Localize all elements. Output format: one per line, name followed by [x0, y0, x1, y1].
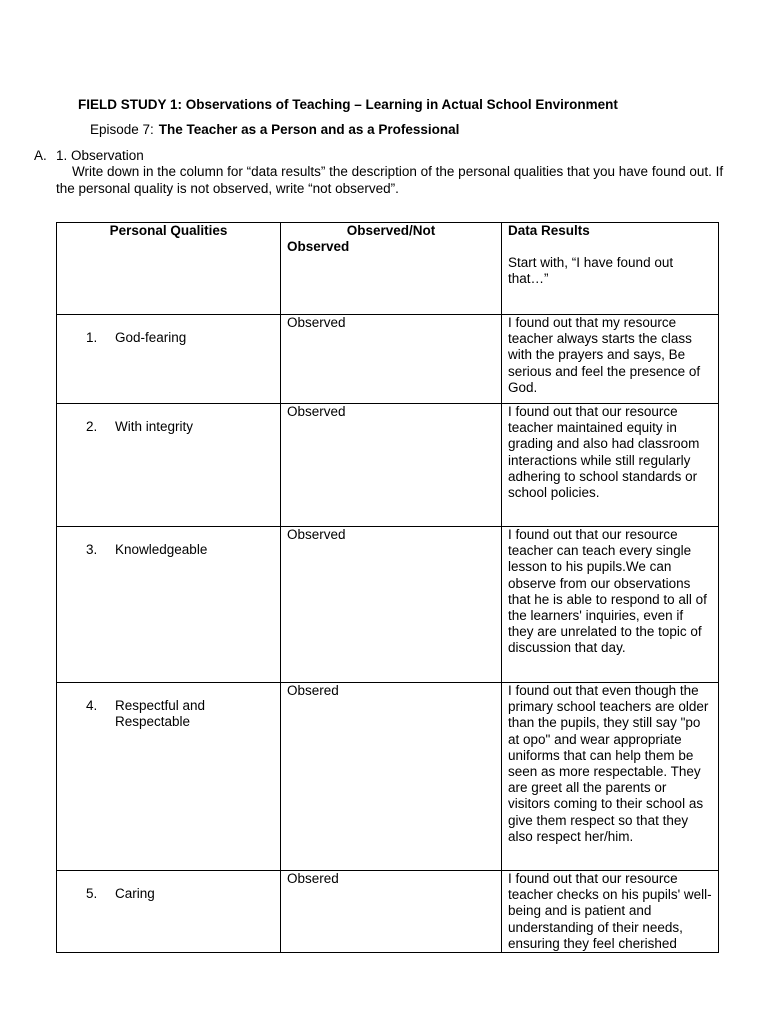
header-data-results-title: Data Results: [508, 223, 590, 238]
episode-title: The Teacher as a Person and as a Professional: [158, 122, 460, 137]
observed-cell: Obsered: [281, 683, 502, 871]
quality-number: 2.: [86, 419, 98, 434]
table-row: [57, 404, 719, 527]
section-letter: A.: [34, 148, 47, 163]
result-cell: I found out that our resource teacher maintained equity in grading and also had classroom interactions while still regularly adhering to school standards or school policies.: [502, 404, 719, 527]
quality-cell: [57, 315, 281, 404]
quality-name: Caring: [115, 886, 155, 901]
quality-number: 4.: [86, 698, 98, 713]
quality-name: God-fearing: [115, 330, 187, 345]
result-cell: I found out that our resource teacher checks on his pupils' well-being and is patient and understanding of their needs, ensuring they feel cherished: [502, 871, 719, 953]
quality-number: 3.: [86, 542, 98, 557]
section-heading: [34, 148, 144, 163]
quality-cell: [57, 404, 281, 527]
observed-cell: Observed: [281, 404, 502, 527]
instruction-paragraph: [56, 163, 726, 197]
quality-number: 1.: [86, 330, 98, 345]
observed-cell: Observed: [281, 527, 502, 683]
observed-cell: Obsered: [281, 871, 502, 953]
quality-number: 5.: [86, 886, 98, 901]
quality-name: Respectful and Respectable: [115, 698, 206, 730]
table-row: [57, 871, 719, 953]
episode-label: Episode 7:: [90, 122, 154, 137]
table-row: [57, 683, 719, 871]
header-observed-line1: Observed/Not: [346, 223, 436, 238]
quality-name: With integrity: [115, 419, 194, 434]
episode-heading: [90, 122, 459, 137]
quality-cell: [57, 683, 281, 871]
header-observed-line2: Observed: [287, 239, 350, 255]
table-row: [57, 315, 719, 404]
personal-qualities-table: [56, 222, 719, 953]
section-label: 1. Observation: [56, 148, 144, 163]
header-data-results-hint: Start with, “I have found out that…”: [508, 255, 674, 287]
quality-name: Knowledgeable: [115, 542, 208, 557]
table-header-row: [57, 223, 719, 315]
instruction-text: Write down in the column for “data results” the description of the personal qualities that you have found out. If the personal quality is not observed, write “not observed”.: [56, 164, 724, 196]
quality-cell: [57, 527, 281, 683]
document-title: FIELD STUDY 1: Observations of Teaching – Learning in Actual School Environment: [78, 97, 618, 112]
result-cell: I found out that our resource teacher can teach every single lesson to his pupils.We can observe from our observations that he is able to respond to all of the learners' inquiries, even if they are unrelated to the topic of discussion that day.: [502, 527, 719, 683]
header-observed: [281, 223, 502, 315]
header-data-results: [502, 223, 719, 315]
header-personal-qualities: Personal Qualities: [57, 223, 281, 315]
observed-cell: Observed: [281, 315, 502, 404]
table-row: [57, 527, 719, 683]
result-cell: I found out that my resource teacher always starts the class with the prayers and says, Be serious and feel the presence of God.: [502, 315, 719, 404]
quality-cell: [57, 871, 281, 953]
result-cell: I found out that even though the primary school teachers are older than the pupils, they still say "po at opo" and wear appropriate uniforms that can help them be seen as more respectable. They are greet all the parents or visitors coming to their school as give them respect so that they also respect her/him.: [502, 683, 719, 871]
